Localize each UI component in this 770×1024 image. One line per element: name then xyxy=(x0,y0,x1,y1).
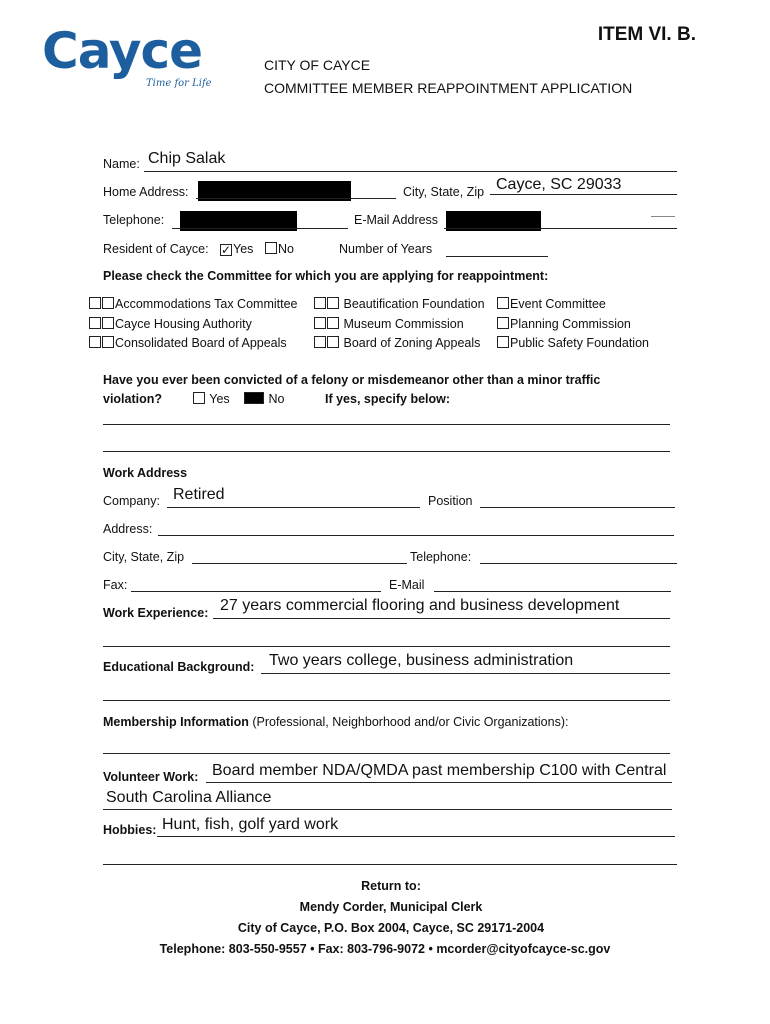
felony-yes-label: Yes xyxy=(209,392,230,406)
name-label: Name: xyxy=(103,157,140,171)
years-label: Number of Years xyxy=(339,242,433,256)
committee-beautification[interactable] xyxy=(314,297,485,311)
membership-line xyxy=(103,753,670,754)
hobbies-label: Hobbies: xyxy=(103,823,157,837)
felony-no[interactable] xyxy=(244,392,284,406)
volunteer-line-2 xyxy=(103,809,672,810)
name-line xyxy=(144,171,677,172)
felony-specify: If yes, specify below: xyxy=(325,392,451,406)
resident-yes-checkbox[interactable]: ✓ xyxy=(221,243,232,257)
checkbox[interactable] xyxy=(497,297,509,309)
committee-public-safety[interactable] xyxy=(497,336,649,350)
resident-yes[interactable] xyxy=(220,242,253,256)
checkbox[interactable] xyxy=(327,317,339,329)
committee-event[interactable] xyxy=(497,297,606,311)
telephone-label: Telephone: xyxy=(103,213,165,227)
experience-line xyxy=(213,618,670,619)
email-label: E-Mail Address xyxy=(354,213,439,227)
volunteer-value-2[interactable]: South Carolina Alliance xyxy=(106,789,272,806)
felony-yes-checkbox[interactable] xyxy=(193,392,205,404)
work-csz-line xyxy=(192,563,407,564)
resident-no-checkbox[interactable] xyxy=(265,242,277,254)
committee-label: Consolidated Board of Appeals xyxy=(115,336,287,350)
return-to: Return to: xyxy=(361,879,421,893)
city-state-zip-label: City, State, Zip xyxy=(403,185,485,199)
work-email-line xyxy=(434,591,671,592)
email-line xyxy=(444,228,677,229)
committee-label: Beautification Foundation xyxy=(343,297,485,311)
volunteer-line xyxy=(206,782,672,783)
clerk-name: Mendy Corder, Municipal Clerk xyxy=(299,900,483,914)
company-line xyxy=(167,507,420,508)
committee-label: Accommodations Tax Committee xyxy=(115,297,298,311)
city-state-zip-value[interactable]: Cayce, SC 29033 xyxy=(496,176,622,193)
city-heading: CITY OF CAYCE xyxy=(264,57,371,73)
work-address-label: Work Address xyxy=(103,466,188,480)
home-address-line xyxy=(196,198,396,199)
logo-word: Cayce xyxy=(42,22,203,80)
specify-line-1 xyxy=(103,424,670,425)
felony-yes[interactable] xyxy=(193,392,230,406)
committee-label: Board of Zoning Appeals xyxy=(343,336,481,350)
address-label: Address: xyxy=(103,522,153,536)
fax-label: Fax: xyxy=(103,578,128,592)
form-title: COMMITTEE MEMBER REAPPOINTMENT APPLICATION xyxy=(264,80,633,96)
work-csz-label: City, State, Zip xyxy=(103,550,185,564)
membership-row xyxy=(103,715,568,729)
experience-value[interactable]: 27 years commercial flooring and business development xyxy=(220,597,620,614)
checkbox[interactable] xyxy=(102,336,114,348)
committee-zoning[interactable] xyxy=(314,336,480,350)
city-state-zip-line xyxy=(490,194,677,195)
education-value[interactable]: Two years college, business administration xyxy=(269,652,574,669)
committee-prompt: Please check the Committee for which you are applying for reappointment: xyxy=(103,269,549,283)
checkbox[interactable] xyxy=(327,297,339,309)
home-address-label: Home Address: xyxy=(103,185,189,199)
email-extra-line xyxy=(651,216,675,217)
company-label: Company: xyxy=(103,494,160,508)
resident-no[interactable] xyxy=(265,242,294,256)
felony-violation: violation? xyxy=(103,392,163,406)
experience-label: Work Experience: xyxy=(103,606,209,620)
felony-no-checkbox[interactable] xyxy=(244,392,264,404)
clerk-contact: Telephone: 803-550-9557 • Fax: 803-796-9072 • mcorder@cityofcayce-sc.gov xyxy=(159,942,611,956)
felony-no-label: No xyxy=(268,392,285,406)
education-line-2 xyxy=(103,700,670,701)
volunteer-value-1[interactable]: Board member NDA/QMDA past membership C100 with Central xyxy=(212,762,667,779)
work-tel-line xyxy=(480,563,677,564)
logo-tagline: Time for Life xyxy=(146,78,212,89)
checkbox[interactable] xyxy=(314,336,326,348)
resident-no-label: No xyxy=(278,242,294,256)
clerk-address: City of Cayce, P.O. Box 2004, Cayce, SC 29171-2004 xyxy=(237,921,545,935)
fax-line xyxy=(131,591,381,592)
felony-question: Have you ever been convicted of a felony or misdemeanor other than a minor traffic xyxy=(103,373,601,387)
checkbox[interactable] xyxy=(102,297,114,309)
work-email-label: E-Mail xyxy=(389,578,425,592)
resident-label: Resident of Cayce: xyxy=(103,242,209,256)
return-block xyxy=(0,876,770,960)
committee-housing[interactable] xyxy=(89,317,252,331)
checkbox[interactable] xyxy=(102,317,114,329)
telephone-line xyxy=(172,228,348,229)
education-label: Educational Background: xyxy=(103,660,255,674)
checkbox[interactable] xyxy=(497,336,509,348)
committee-label: Event Committee xyxy=(510,297,606,311)
address-line xyxy=(158,535,674,536)
work-tel-label: Telephone: xyxy=(410,550,472,564)
membership-label: Membership Information xyxy=(103,715,249,729)
committee-consolidated[interactable] xyxy=(89,336,287,350)
committee-planning[interactable] xyxy=(497,317,631,331)
volunteer-label: Volunteer Work: xyxy=(103,770,199,784)
years-line xyxy=(446,256,548,257)
membership-note: (Professional, Neighborhood and/or Civic Organizations): xyxy=(252,715,569,729)
committee-museum[interactable] xyxy=(314,317,464,331)
committee-label: Museum Commission xyxy=(343,317,464,331)
checkbox[interactable] xyxy=(497,317,509,329)
checkbox[interactable] xyxy=(89,336,101,348)
specify-line-2 xyxy=(103,451,670,452)
experience-line-2 xyxy=(103,646,670,647)
committee-accommodations[interactable] xyxy=(89,297,297,311)
checkbox[interactable] xyxy=(314,297,326,309)
committee-label: Cayce Housing Authority xyxy=(115,317,252,331)
education-line xyxy=(261,673,670,674)
checkbox[interactable] xyxy=(89,297,101,309)
committee-label: Planning Commission xyxy=(510,317,631,331)
committee-label: Public Safety Foundation xyxy=(510,336,649,350)
company-value[interactable]: Retired xyxy=(173,486,225,503)
hobbies-line-2 xyxy=(103,864,677,865)
hobbies-value[interactable]: Hunt, fish, golf yard work xyxy=(162,816,339,833)
checkbox[interactable] xyxy=(327,336,339,348)
name-value[interactable]: Chip Salak xyxy=(148,150,226,167)
resident-yes-label: Yes xyxy=(233,242,254,256)
checkbox[interactable] xyxy=(314,317,326,329)
position-line xyxy=(480,507,675,508)
hobbies-line xyxy=(157,836,675,837)
position-label: Position xyxy=(428,494,473,508)
cayce-logo xyxy=(36,20,236,95)
item-number: ITEM VI. B. xyxy=(597,24,696,45)
checkbox[interactable] xyxy=(89,317,101,329)
